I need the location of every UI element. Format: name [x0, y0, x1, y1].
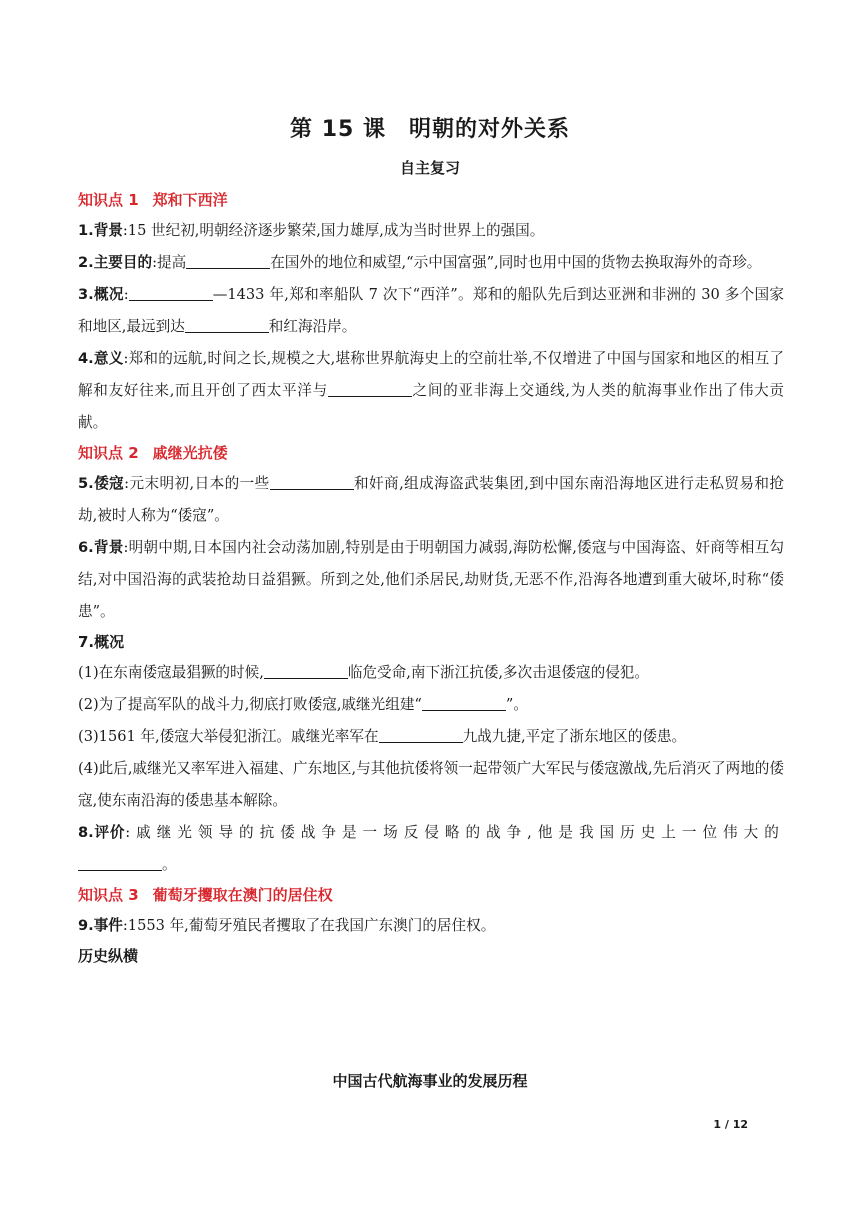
paragraph-wokou: 5.倭寇:元末明初,日本的一些 和奸商,组成海盗武装集团,到中国东南沿海地区进行走私贸易和抢劫,被时人称为“倭寇”。 [78, 475, 785, 524]
sub-item-3: (3)1561 年,倭寇大举侵犯浙江。戚继光率军在 九战九捷,平定了浙东地区的倭患。 [78, 728, 687, 745]
section-subtitle: 自主复习 [399, 159, 460, 177]
paragraph-label: 8.评价 [78, 824, 126, 841]
knowledge-point-3-heading [78, 881, 784, 910]
knowledge-point-number: 知识点 1 [78, 191, 139, 209]
content-body [78, 186, 784, 971]
paragraph-background: 1.背景:15 世纪初,明朝经济逐步繁荣,国力雄厚,成为当时世界上的强国。 [78, 222, 545, 239]
page-number: 1 / 12 [713, 1118, 748, 1131]
knowledge-point-2-heading [78, 439, 784, 468]
paragraph-label: 3.概况 [78, 286, 124, 303]
section-title: 中国古代航海事业的发展历程 [332, 1072, 528, 1090]
fill-blank[interactable] [328, 380, 412, 397]
fill-blank[interactable] [186, 252, 270, 269]
fill-blank[interactable] [270, 473, 354, 490]
paragraph-label: 2.主要目的 [78, 254, 153, 271]
fill-blank[interactable] [78, 854, 162, 871]
paragraph-purpose: 2.主要目的:提高 在国外的地位和威望,“示中国富强”,同时也用中国的货物去换取海外的奇珍。 [78, 254, 762, 271]
knowledge-point-title: 葡萄牙攫取在澳门的居住权 [152, 886, 333, 904]
paragraph-label: 9.事件 [78, 917, 123, 934]
knowledge-point-number: 知识点 2 [78, 444, 139, 462]
sub-item-2: (2)为了提高军队的战斗力,彻底打败倭寇,戚继光组建“ ”。 [78, 696, 528, 713]
fill-blank[interactable] [129, 284, 213, 301]
paragraph-label: 6.背景 [78, 539, 124, 556]
fill-blank[interactable] [422, 694, 506, 711]
lesson-title: 第 15 课 明朝的对外关系 [290, 117, 570, 142]
paragraph-label: 4.意义 [78, 350, 124, 367]
paragraph-label: 1.背景 [78, 222, 123, 239]
knowledge-point-1-heading [78, 186, 784, 215]
knowledge-point-number: 知识点 3 [78, 886, 139, 904]
fill-blank[interactable] [379, 726, 463, 743]
paragraph-evaluation: 8.评价:戚继光领导的抗倭战争是一场反侵略的战争,他是我国历史上一位伟大的。 [78, 824, 784, 873]
sub-item-1: (1)在东南倭寇最猖獗的时候, 临危受命,南下浙江抗倭,多次击退倭寇的侵犯。 [78, 664, 649, 681]
history-section-heading: 历史纵横 [78, 947, 139, 965]
paragraph-label: 5.倭寇 [78, 475, 125, 492]
sub-item-4: (4)此后,戚继光又率军进入福建、广东地区,与其他抗倭将领一起带领广大军民与倭寇激战,先后消灭了两地的倭寇,使东南沿海的倭患基本解除。 [78, 760, 784, 809]
paragraph-overview: 3.概况: —1433 年,郑和率船队 7 次下“西洋”。郑和的船队先后到达亚洲和非洲的 30 多个国家和地区,最远到达 和红海沿岸。 [78, 286, 784, 335]
knowledge-point-title: 郑和下西洋 [152, 191, 228, 209]
paragraph-significance: 4.意义:郑和的远航,时间之长,规模之大,堪称世界航海史上的空前壮举,不仅增进了中国与国家和地区的相互了解和友好往来,而且开创了西太平洋与 之间的亚非海上交通线,为人类的航海事业作出了伟大贡献。 [78, 350, 784, 431]
paragraph-event: 9.事件:1553 年,葡萄牙殖民者攫取了在我国广东澳门的居住权。 [78, 917, 496, 934]
fill-blank[interactable] [264, 662, 348, 679]
knowledge-point-title: 戚继光抗倭 [152, 444, 228, 462]
fill-blank[interactable] [185, 316, 269, 333]
paragraph-background-2: 6.背景:明朝中期,日本国内社会动荡加剧,特别是由于明朝国力减弱,海防松懈,倭寇与中国海盗、奸商等相互勾结,对中国沿海的武装抢劫日益猖獗。所到之处,他们杀居民,劫财货,无恶不作,沿海各地遭到重大破坏,时称“倭患”。 [78, 539, 784, 620]
paragraph-overview-label: 7.概况 [78, 633, 125, 651]
